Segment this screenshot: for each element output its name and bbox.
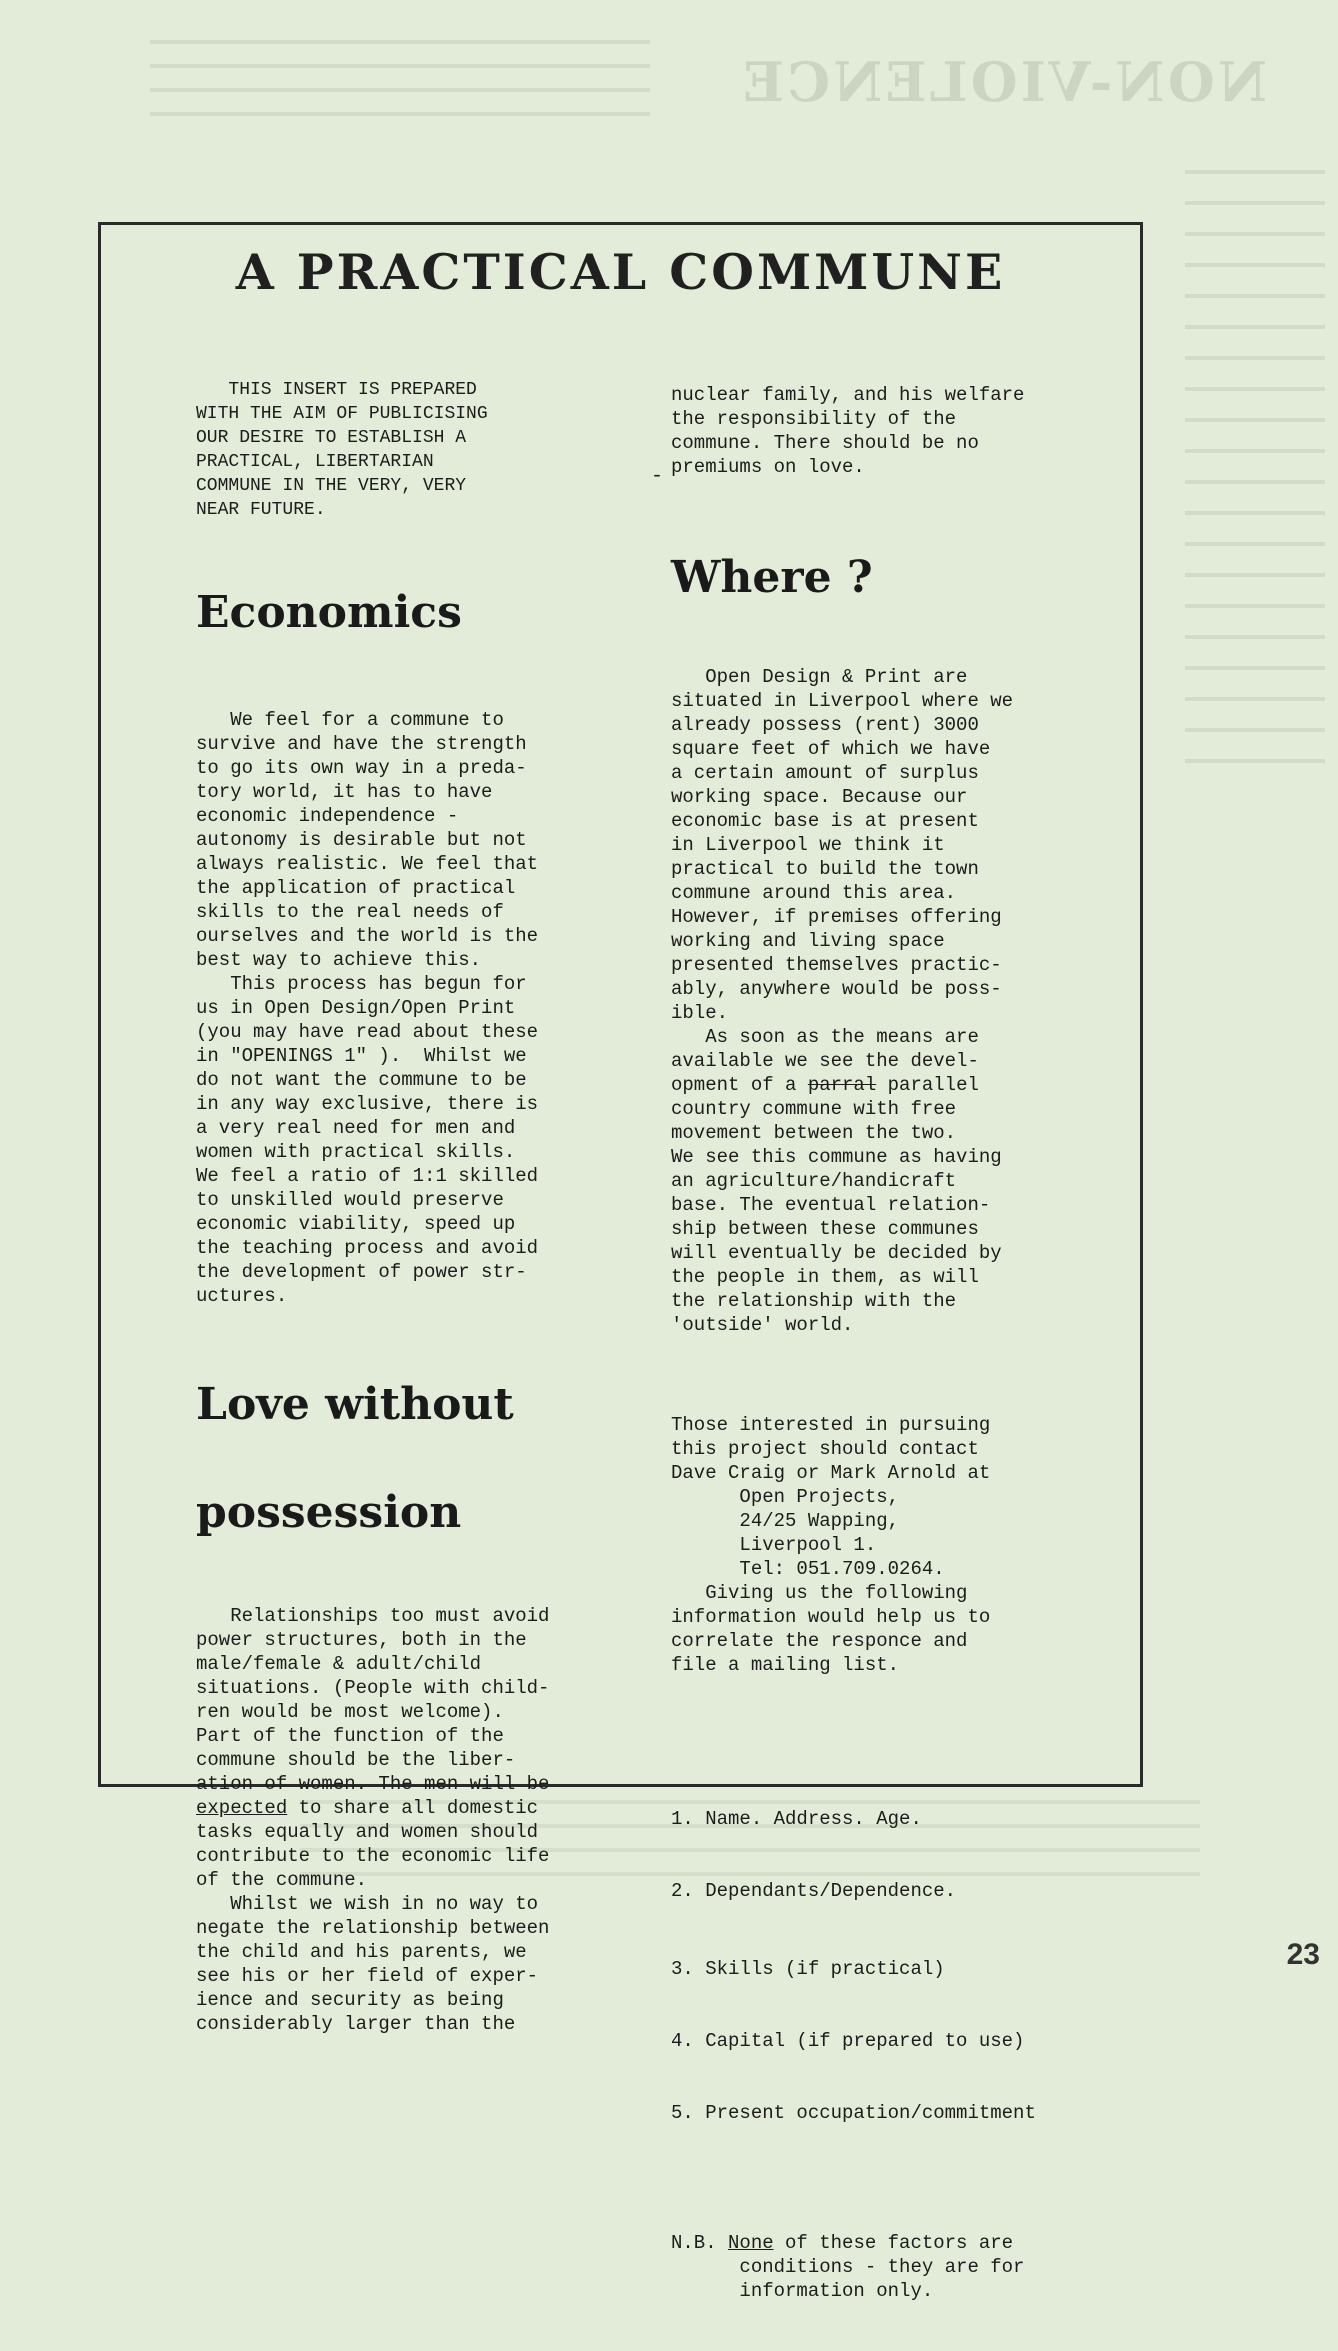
where-heading: Where ? [671,552,873,603]
list-item: 4. Capital (if prepared to use) [671,2030,1025,2052]
love-heading-line2: possession [196,1487,462,1538]
nb-prefix: N.B. [671,2232,729,2254]
where-body-part-a: Open Design & Print are situated in Liverpool where we already possess (rent) 3000 square feet of which we have a certain amount of surplus working space. Because our economic base is at present in Liverpool we think it practical to build the town commune around this area. However, if premises offering working and living space presented themselves practic- ably, anywhere would be poss- ible. As soon as the means are available we see the devel- opment of a [671,666,1014,1096]
economics-body: We feel for a commune to survive and have the strength to go its own way in a preda- tory world, it has to have economic independence - autonomy is desirable but not always realistic. We feel that the application of practical skills to the real needs of ourselves and the world is the best way to achieve this. This process has begun for us in Open Design/Open Print (you may have read about these in "OPENINGS 1" ). Whilst we do not want the commune to be in any way exclusive, there is a very real need for men and women with practical skills. We feel a ratio of 1:1 skilled to unskilled would preserve economic viability, speed up the teaching process and avoid the development of power str- uctures. [196,709,539,1307]
intro-text: THIS INSERT IS PREPARED WITH THE AIM OF PUBLICISING OUR DESIRE TO ESTABLISH A PRACTICAL, LIBERTARIAN COMMUNE IN THE VERY, VERY NEAR FUTURE. [196,380,488,520]
struck-word: parral [807,1074,877,1096]
continued-text: nuclear family, and his welfare the responsibility of the commune. There should be no premiums on love. [671,384,1025,478]
bleed-through-text-right [1185,170,1325,790]
where-body-part-b: parallel country commune with free movement between the two. We see this commune as having an agriculture/handicraft base. The eventual relation- ship between these communes will eventually be decided by the people in them, as will the relationship with the 'outside' world. [671,1074,1002,1336]
page-title: A PRACTICAL COMMUNE [235,243,1006,301]
love-body [196,1604,626,2036]
bleed-through-title: NON-VIOLENCE [740,50,1268,114]
page-number: 23 [1286,1938,1320,1971]
love-body-part-a: Relationships too must avoid power structures, both in the male/female & adult/child situations. (People with child- ren would be most welcome). Part of the function of the commune should be the liber- ation of women. The men will be [196,1605,550,1795]
info-list [671,1759,1111,2173]
list-item: 2. Dependants/Dependence. [671,1880,957,1902]
column-mark: - [651,465,664,488]
list-item: 1. Name. Address. Age. [671,1808,922,1830]
love-body-part-b: to share all domestic tasks equally and women should contribute to the economic life of the commune. Whilst we wish in no way to negate the relationship between the child and his parents, we see his or her field of exper- ience and security as being considerably larger than the [196,1797,550,2035]
left-column [196,330,626,2084]
list-item: 3. Skills (if practical) [671,1958,945,1980]
love-heading-line1: Love without [196,1379,514,1430]
right-column [671,335,1111,2351]
contact-text: Those interested in pursuing this project should contact Dave Craig or Mark Arnold at Open Projects, 24/25 Wapping, Liverpool 1. Tel: 051.709.0264. Giving us the following information would help us to correlate the responce and file a mailing list. [671,1414,991,1676]
nb-underlined: None [728,2232,774,2254]
list-item: 5. Present occupation/commitment [671,2102,1036,2124]
bleed-through-text-top [150,40,650,136]
insert-frame [98,222,1143,2302]
where-body [671,665,1111,1337]
nb-rest: of these factors are conditions - they are for information only. [739,2232,1025,2302]
underlined-word: expected [196,1797,288,1819]
economics-heading: Economics [196,587,462,638]
nb-note [671,2231,1111,2303]
